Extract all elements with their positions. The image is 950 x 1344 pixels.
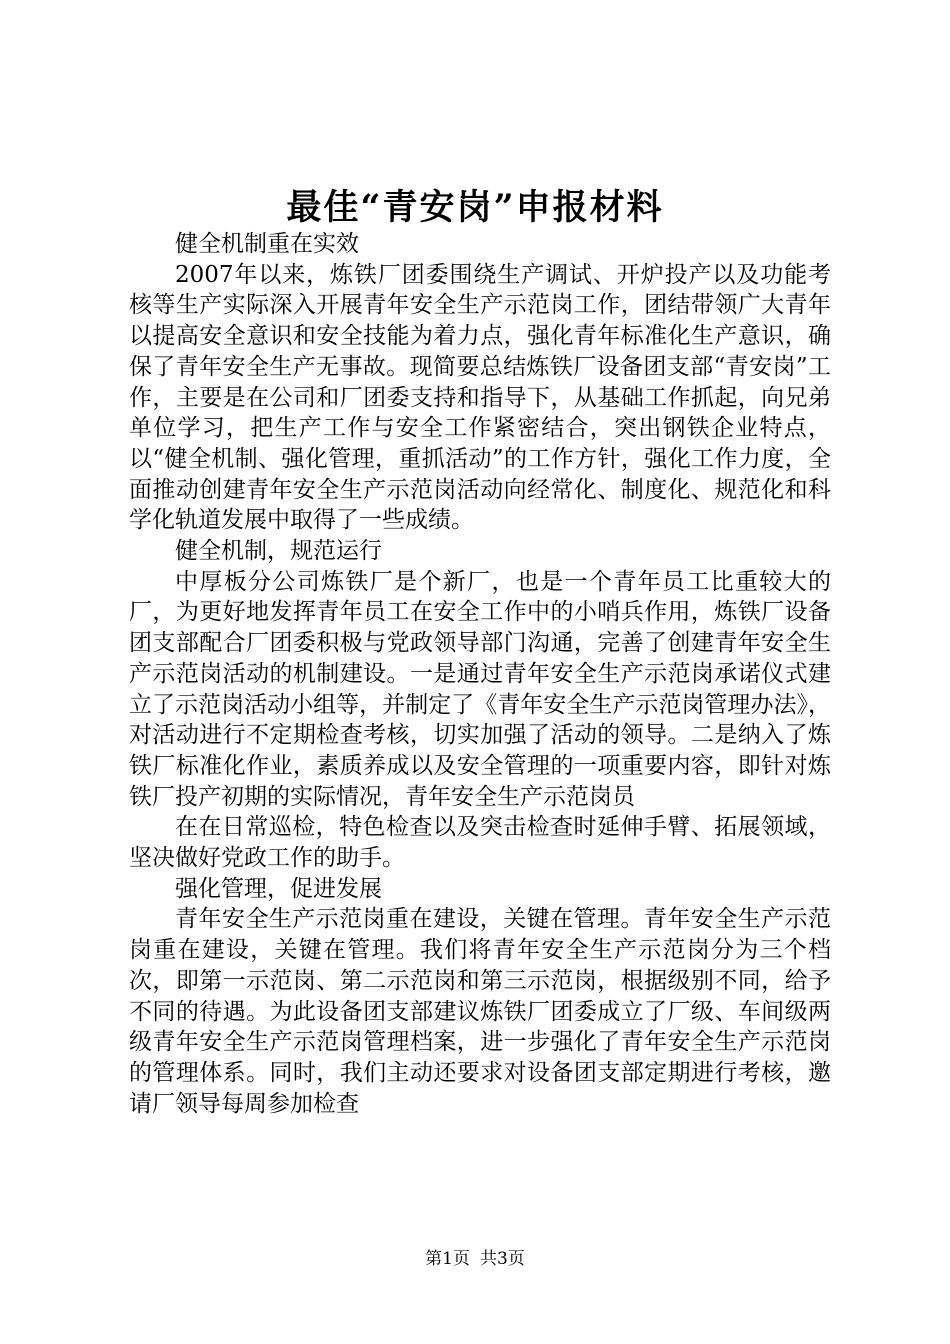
body-paragraph: 青年安全生产示范岗重在建设，关键在管理。青年安全生产示范岗重在建设，关键在管理。我们将青年安全生产示范岗分为三个档次，即第一示范岗、第二示范岗和第三示范岗，根据级别不同，给予不同的待遇。为此设备团支部建议炼铁厂团委成立了厂级、车间级两级青年安全生产示范岗管理档案，进一步强化了青年安全生产示范岗的管理体系。同时，我们主动还要求对设备团支部定期进行考核，邀请厂领导每周参加检查 bbox=[129, 906, 831, 1117]
section-heading: 健全机制，规范运行 bbox=[175, 538, 382, 565]
body-paragraph: 中厚板分公司炼铁厂是个新厂，也是一个青年员工比重较大的厂，为更好地发挥青年员工在安全工作中的小哨兵作用，炼铁厂设备团支部配合厂团委积极与党政领导部门沟通，完善了创建青年安全生产示范岗活动的机制建设。一是通过青年安全生产示范岗承诺仪式建立了示范岗活动小组等，并制定了《青年安全生产示范岗管理办法》，对活动进行不定期检查考核，切实加强了活动的领导。二是纳入了炼铁厂标准化作业，素质养成以及安全管理的一项重要内容，即针对炼铁厂投产初期的实际情况，青年安全生产示范岗员 bbox=[129, 568, 831, 810]
page-number: 第1页 bbox=[425, 1249, 470, 1269]
document-title: 最佳“青安岗”申报材料 bbox=[286, 187, 664, 228]
document-body bbox=[129, 229, 831, 1119]
total-pages: 共3页 bbox=[480, 1249, 525, 1269]
page-footer bbox=[0, 1244, 950, 1269]
section-heading: 健全机制重在实效 bbox=[175, 231, 359, 257]
body-paragraph: 在在日常巡检，特色检查以及突击检查时延伸手臂、拓展领域，坚决做好党政工作的助手。 bbox=[129, 814, 831, 872]
section-heading: 强化管理，促进发展 bbox=[175, 875, 382, 902]
body-paragraph: 2007年以来，炼铁厂团委围绕生产调试、开炉投产以及功能考核等生产实际深入开展青年安全生产示范岗工作，团结带领广大青年以提高安全意识和安全技能为着力点，强化青年标准化生产意识，确保了青年安全生产无事故。现简要总结炼铁厂设备团支部“青安岗”工作，主要是在公司和厂团委支持和指导下，从基础工作抓起，向兄弟单位学习，把生产工作与安全工作紧密结合，突出钢铁企业特点，以“健全机制、强化管理，重抓活动”的工作方针，强化工作力度，全面推动创建青年安全生产示范岗活动向经常化、制度化、规范化和科学化轨道发展中取得了一些成绩。 bbox=[129, 261, 831, 534]
